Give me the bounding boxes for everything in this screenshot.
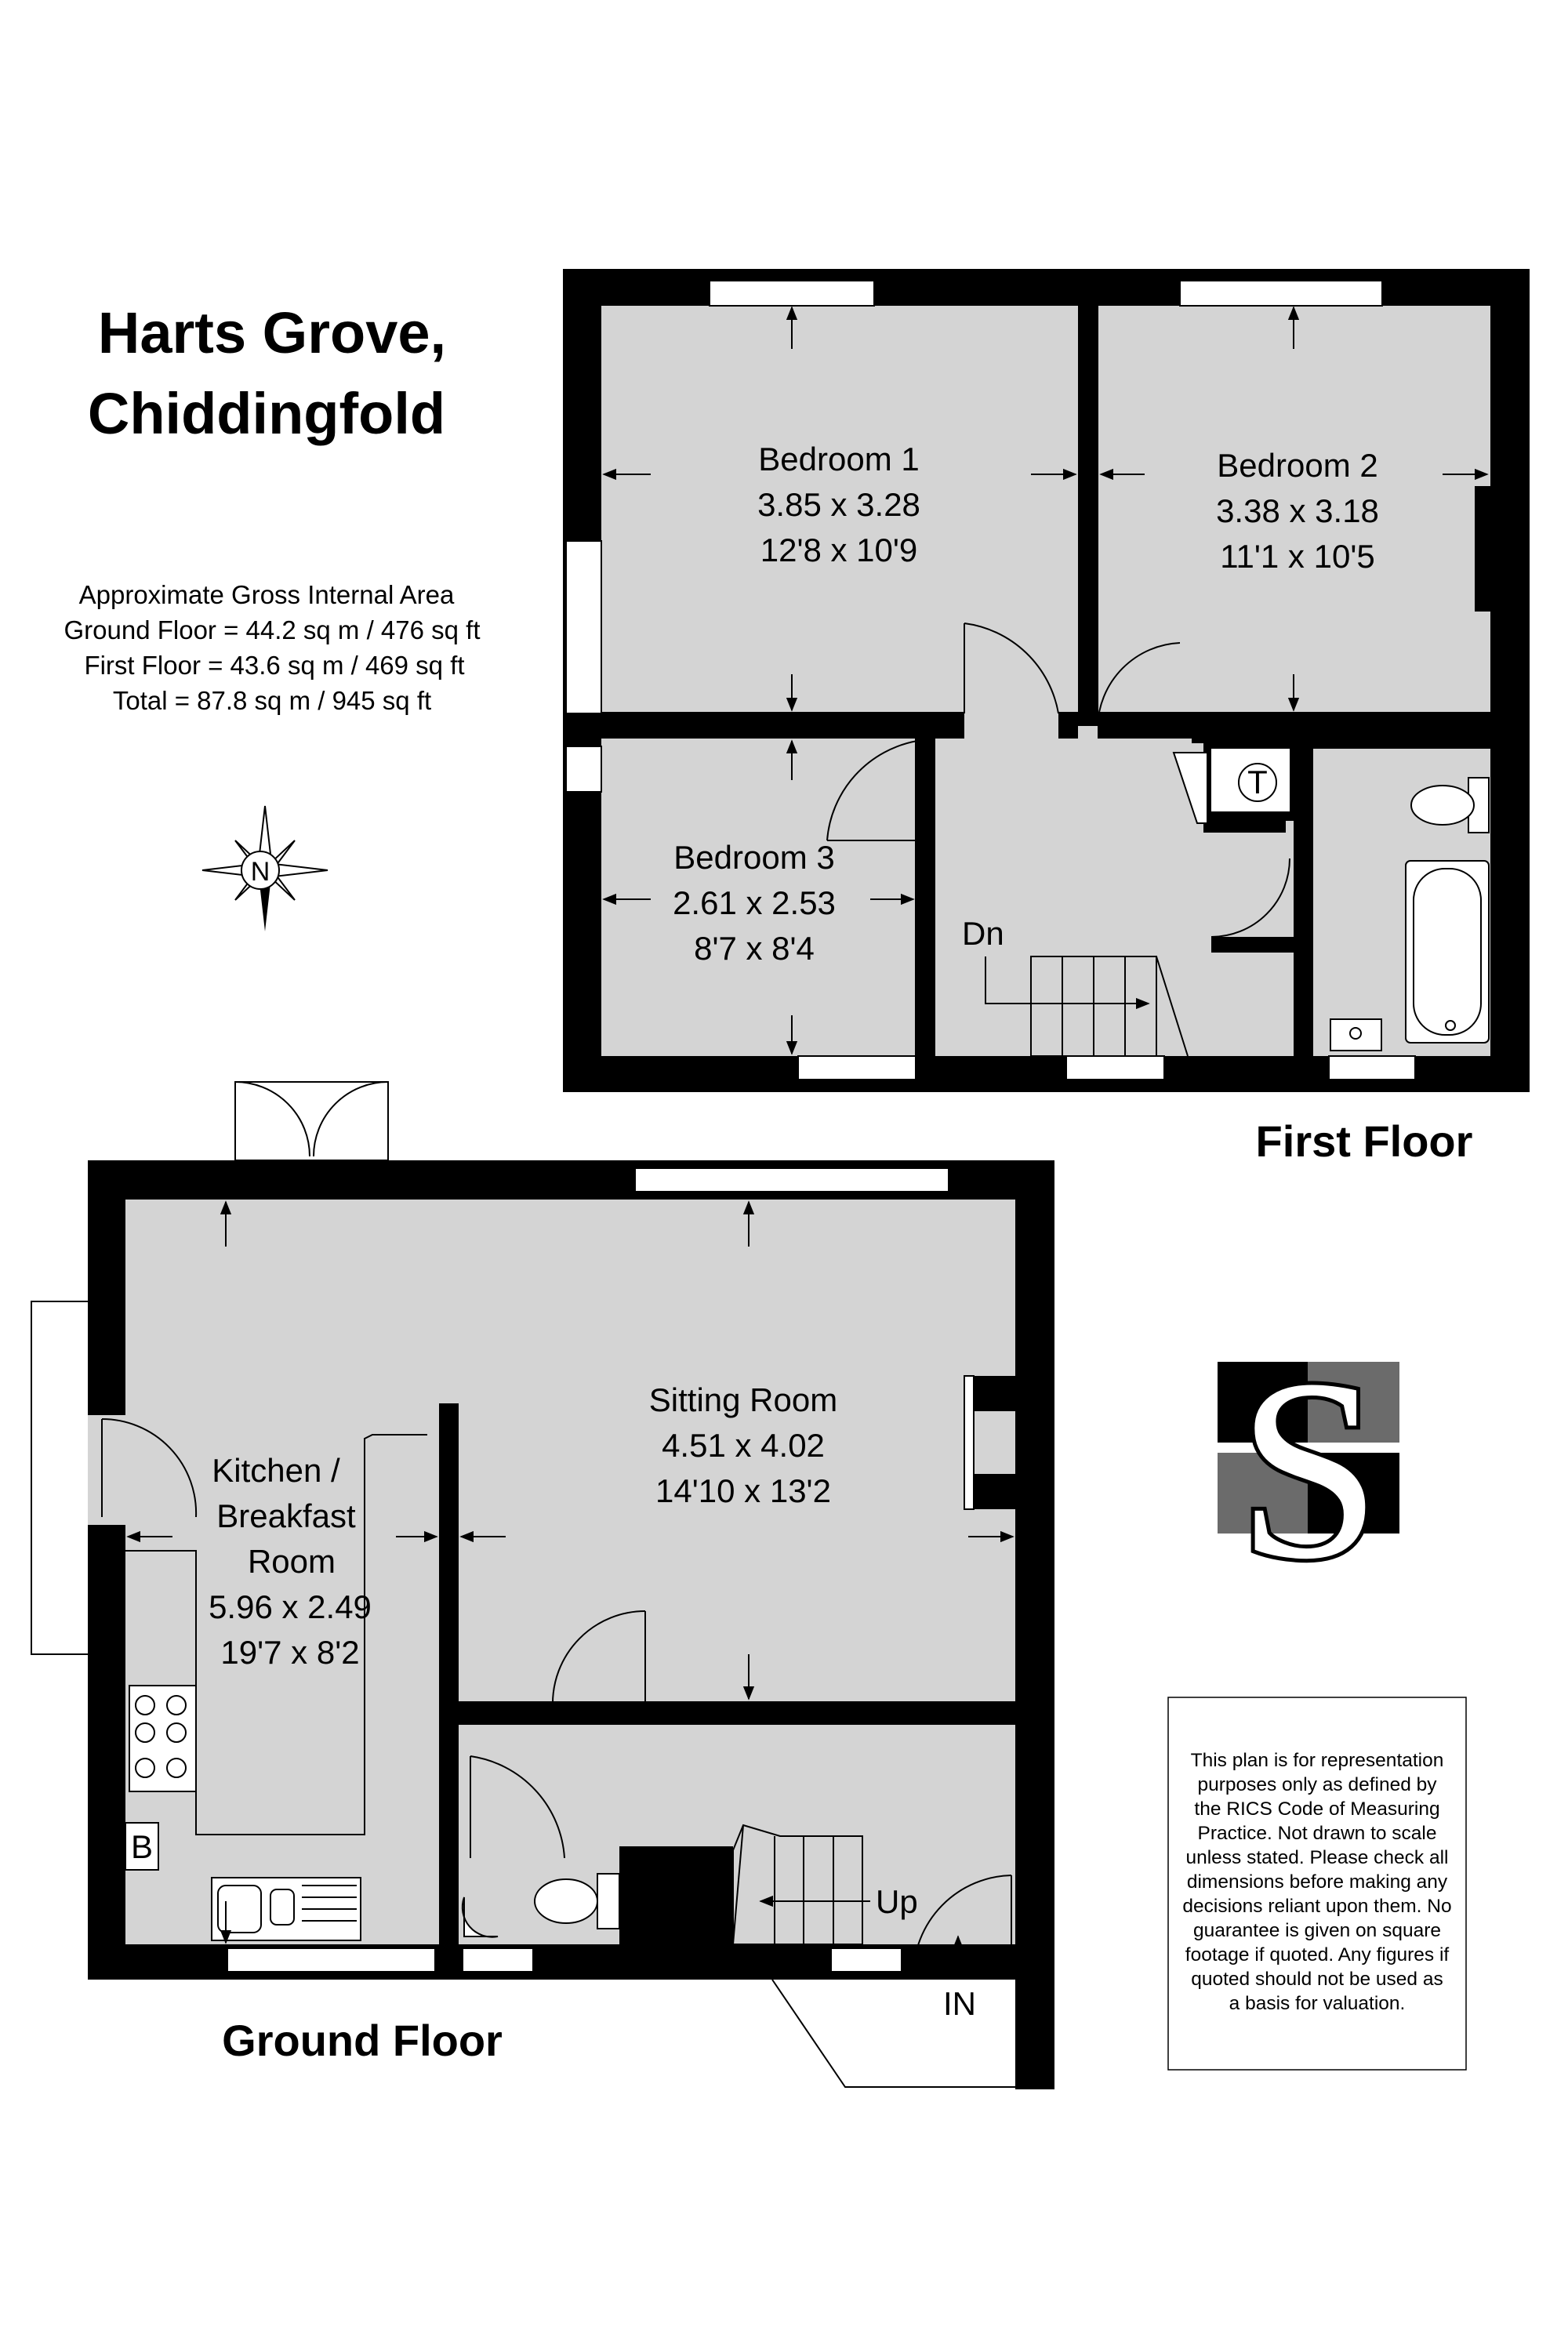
- bedroom2-name: Bedroom 2: [1217, 447, 1378, 484]
- kitchen-metric: 5.96 x 2.49: [209, 1588, 372, 1625]
- ground-floor-stairs: [733, 1825, 870, 1944]
- bedroom2-window: [1180, 281, 1382, 306]
- disclaimer-line: the RICS Code of Measuring: [1194, 1798, 1440, 1820]
- disclaimer-line: unless stated. Please check all: [1185, 1847, 1449, 1868]
- gross-internal-area: [64, 580, 480, 715]
- sitting-room-imperial: 14'10 x 13'2: [655, 1472, 831, 1509]
- bathroom-window: [1329, 1056, 1415, 1080]
- stairs-up-label: Up: [876, 1883, 918, 1920]
- disclaimer-line: guarantee is given on square: [1193, 1920, 1441, 1941]
- area-ground-floor: Ground Floor = 44.2 sq m / 476 sq ft: [64, 615, 481, 644]
- bedroom2-metric: 3.38 x 3.18: [1216, 492, 1379, 529]
- boiler-label: B: [130, 1828, 154, 1865]
- bedroom3-name: Bedroom 3: [673, 839, 835, 876]
- disclaimer-line: This plan is for representation: [1190, 1750, 1444, 1771]
- property-title-line2: Chiddingfold: [87, 381, 446, 446]
- kitchen-name-line3: Room: [247, 1543, 336, 1580]
- disclaimer-line: Practice. Not drawn to scale: [1197, 1823, 1437, 1844]
- disclaimer-line: purposes only as defined by: [1197, 1774, 1437, 1795]
- bedroom1-imperial: 12'8 x 10'9: [760, 532, 918, 568]
- disclaimer-line: quoted should not be used as: [1191, 1969, 1443, 1990]
- fireplace: [964, 1376, 974, 1509]
- tank-label: T: [1247, 764, 1268, 800]
- kitchen-imperial: 19'7 x 8'2: [220, 1634, 360, 1671]
- wc-window: [463, 1948, 533, 1972]
- basin-icon: [1330, 1019, 1381, 1051]
- compass-north-label: N: [250, 857, 270, 887]
- property-title-line1: Harts Grove,: [97, 300, 447, 365]
- disclaimer-line: footage if quoted. Any figures if: [1185, 1944, 1450, 1965]
- kitchen-window: [227, 1948, 435, 1972]
- kitchen-name-line1: Kitchen /: [212, 1452, 340, 1489]
- bedroom1-name: Bedroom 1: [758, 441, 920, 477]
- ground-floor-plan: [31, 1082, 1054, 2089]
- disclaimer-line: decisions reliant upon them. No: [1182, 1896, 1452, 1917]
- bedroom1-side-window: [566, 541, 601, 713]
- bedroom3-metric: 2.61 x 2.53: [673, 884, 836, 921]
- sitting-room-name: Sitting Room: [648, 1381, 838, 1418]
- disclaimer-box: [1168, 1697, 1466, 2070]
- area-total: Total = 87.8 sq m / 945 sq ft: [112, 686, 432, 715]
- first-floor-label: First Floor: [1255, 1116, 1473, 1166]
- agent-logo-icon: [1218, 1327, 1399, 1613]
- entrance-label: IN: [943, 1985, 976, 2022]
- disclaimer-line: a basis for valuation.: [1229, 1993, 1406, 2014]
- bedroom3-side-window: [566, 746, 601, 792]
- landing-window: [1066, 1056, 1164, 1080]
- bedroom3-imperial: 8'7 x 8'4: [694, 930, 815, 967]
- svg-text:S: S: [1237, 1327, 1381, 1613]
- hall-window: [831, 1948, 902, 1972]
- bath-icon: [1406, 861, 1489, 1043]
- area-first-floor: First Floor = 43.6 sq m / 469 sq ft: [84, 651, 465, 680]
- bedroom1-window: [710, 281, 874, 306]
- toilet-icon: [535, 1879, 597, 1923]
- french-doors: [235, 1082, 388, 1160]
- ground-floor-label: Ground Floor: [222, 2016, 503, 2065]
- sitting-room-metric: 4.51 x 4.02: [662, 1427, 825, 1464]
- area-heading: Approximate Gross Internal Area: [78, 580, 455, 609]
- bedroom2-imperial: 11'1 x 10'5: [1220, 538, 1375, 575]
- compass-icon: [202, 806, 328, 931]
- bedroom1-metric: 3.85 x 3.28: [757, 486, 920, 523]
- first-floor-plan: [563, 269, 1530, 1092]
- kitchen-name-line2: Breakfast: [216, 1497, 356, 1534]
- disclaimer-line: dimensions before making any: [1186, 1871, 1448, 1893]
- bedroom3-window: [798, 1056, 916, 1080]
- sitting-room-window: [635, 1168, 949, 1192]
- stairs-down-label: Dn: [962, 915, 1004, 952]
